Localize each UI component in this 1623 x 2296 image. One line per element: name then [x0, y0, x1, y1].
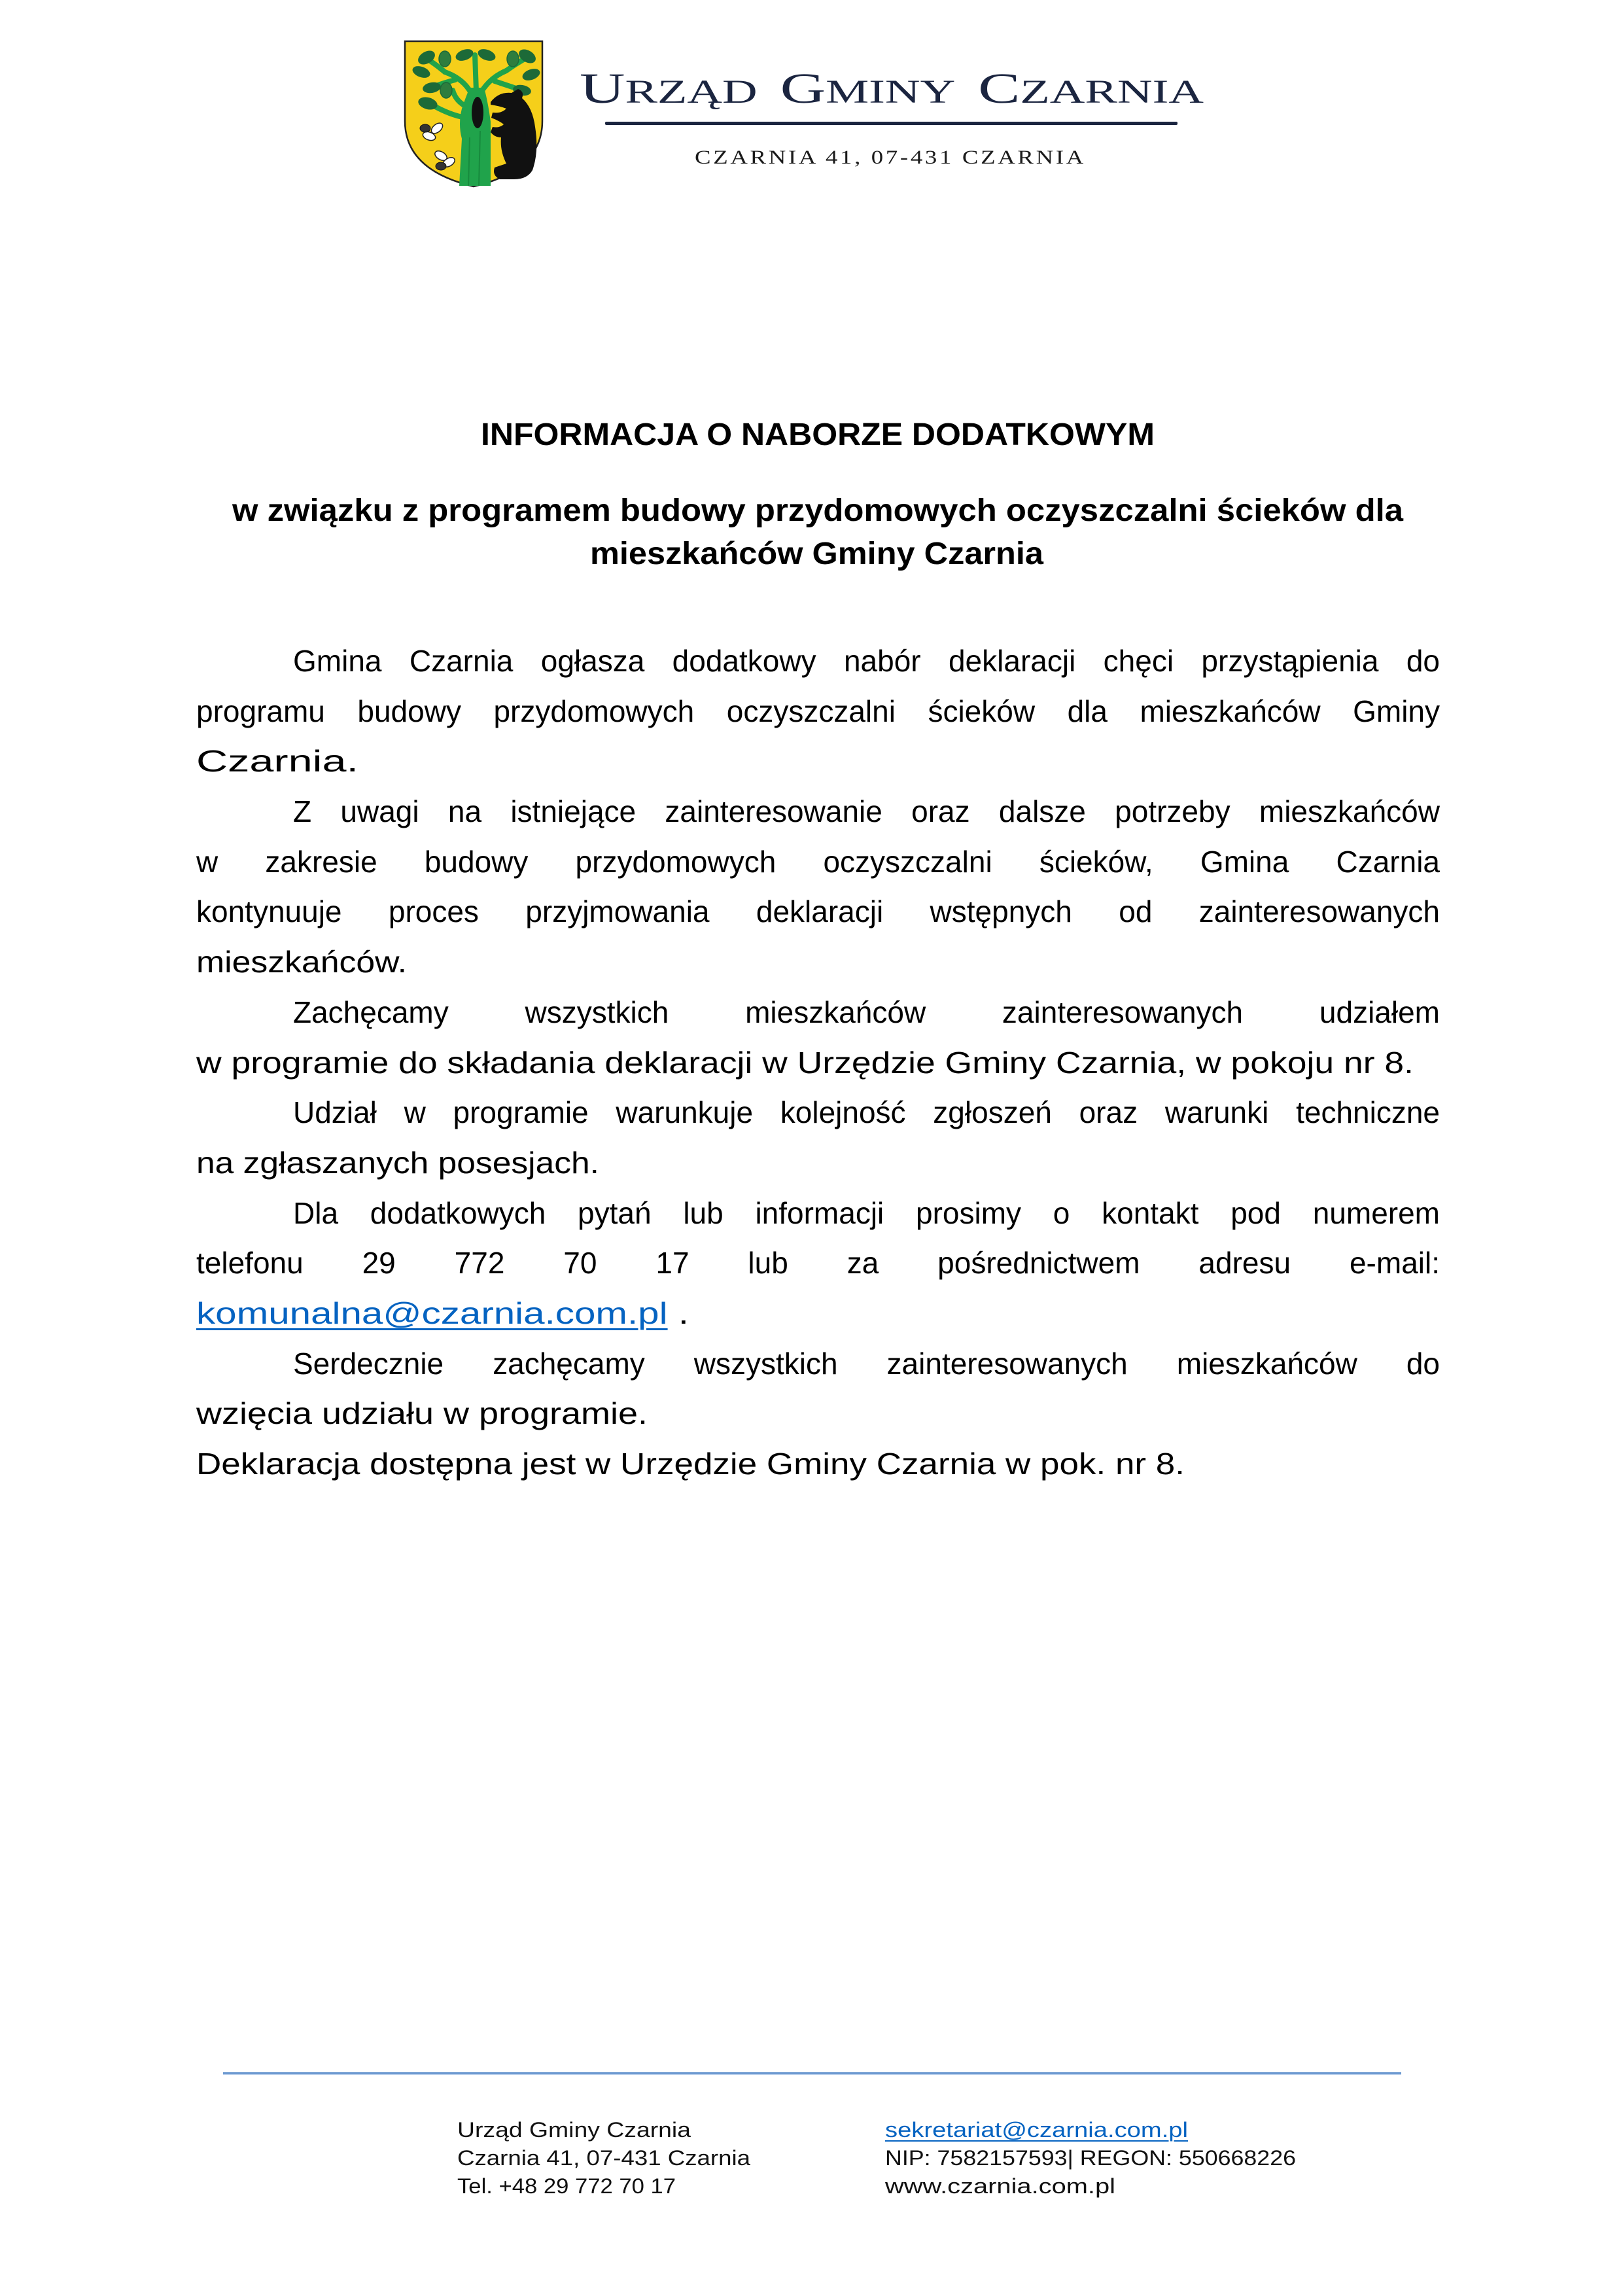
footer-address-block [457, 2116, 750, 2200]
footer-divider [223, 2072, 1401, 2074]
body-line [196, 1138, 1440, 1188]
body-line-text: programu budowy przydomowych oczyszczalni ścieków dla mieszkańców Gminy [196, 694, 1440, 728]
body-line-text: Dla dodatkowych pytań lub informacji prosimy o kontakt pod numerem [293, 1195, 1440, 1230]
coat-of-arms-icon [403, 39, 544, 188]
body-line-email [196, 1288, 689, 1339]
body-line [196, 837, 1440, 887]
body-line-text: Gmina Czarnia ogłasza dodatkowy nabór deklaracji chęci przystąpienia do [293, 644, 1440, 678]
footer-address: Czarnia 41, 07-431 Czarnia [457, 2146, 750, 2170]
footer-email-wrap [885, 2116, 1188, 2144]
footer-registry: NIP: 7582157593| REGON: 550668226 [885, 2146, 1296, 2170]
footer-contact-block [885, 2116, 1296, 2200]
footer-phone: Tel. +48 29 772 70 17 [457, 2174, 676, 2198]
document-title: INFORMACJA O NABORZE DODATKOWYM [481, 417, 1155, 452]
body-line [196, 686, 1440, 737]
body-line-text: Z uwagi na istniejące zainteresowanie oraz dalsze potrzeby mieszkańców [293, 794, 1440, 829]
footer-line [457, 2144, 750, 2172]
body-line [196, 1087, 1440, 1138]
body-line [196, 1339, 1440, 1389]
document-subtitle-line: mieszkańców Gminy Czarnia [590, 537, 1043, 571]
body-line [196, 1188, 1440, 1239]
body-line [196, 937, 1440, 987]
footer-line [885, 2172, 1253, 2200]
footer-email-link[interactable]: sekretariat@czarnia.com.pl [885, 2118, 1188, 2142]
body-line-text: Udział w programie warunkuje kolejność zgłoszeń oraz warunki techniczne [293, 1095, 1440, 1130]
body-line-text: Czarnia. [196, 744, 358, 779]
office-name-word: GMINY [780, 65, 956, 113]
body-line [196, 1038, 1440, 1088]
header-divider [605, 122, 1178, 125]
body-line [196, 636, 1440, 686]
body-line-text: kontynuuje proces przyjmowania deklaracji wstępnych od zainteresowanych [196, 894, 1440, 929]
office-name-word: CZARNIA [978, 65, 1204, 113]
footer-line [885, 2116, 1253, 2144]
body-line [196, 786, 1440, 837]
footer-line [885, 2144, 1296, 2172]
body-line [196, 1388, 1440, 1439]
body-line-text: telefonu 29 772 70 17 lub za pośrednictwem adresu e-mail: [196, 1246, 1440, 1280]
office-address: CZARNIA 41, 07-431 CZARNIA [695, 147, 1086, 168]
body-line-text: w programie do składania deklaracji w Urzędzie Gminy Czarnia, w pokoju nr 8. [196, 1045, 1414, 1080]
body-line-text: Deklaracja dostępna jest w Urzędzie Gminy Czarnia w pok. nr 8. [196, 1447, 1185, 1481]
body-line-text: na zgłaszanych posesjach. [196, 1145, 599, 1180]
document-subtitle-line: w związku z programem budowy przydomowych oczyszczalni ścieków dla [232, 493, 1403, 528]
footer-website: www.czarnia.com.pl [885, 2174, 1115, 2198]
contact-email-link[interactable]: komunalna@czarnia.com.pl [196, 1296, 668, 1330]
body-line [196, 987, 1440, 1038]
email-suffix: . [667, 1296, 689, 1330]
office-name-word: URZĄD [580, 65, 758, 113]
body-line [196, 887, 1440, 937]
body-line [196, 1439, 1440, 1489]
office-name [580, 67, 1204, 111]
crest-graphic [403, 39, 544, 188]
body-line-text: mieszkańców. [196, 945, 407, 980]
footer-line [457, 2116, 713, 2144]
body-line-text: Zachęcamy wszystkich mieszkańców zainteresowanych udziałem [293, 995, 1440, 1029]
body-line [196, 1288, 1440, 1339]
footer-line [457, 2172, 713, 2200]
body-line [196, 1238, 1440, 1288]
body-line [196, 736, 1440, 786]
body-line-text: Serdecznie zachęcamy wszystkich zainteresowanych mieszkańców do [293, 1346, 1440, 1381]
body-line-text: wzięcia udziału w programie. [196, 1396, 648, 1431]
tree-hollow [472, 97, 483, 128]
document-body [196, 636, 1440, 1489]
body-line-text: w zakresie budowy przydomowych oczyszczalni ścieków, Gmina Czarnia [196, 844, 1440, 879]
footer-office-name: Urząd Gminy Czarnia [457, 2118, 691, 2142]
